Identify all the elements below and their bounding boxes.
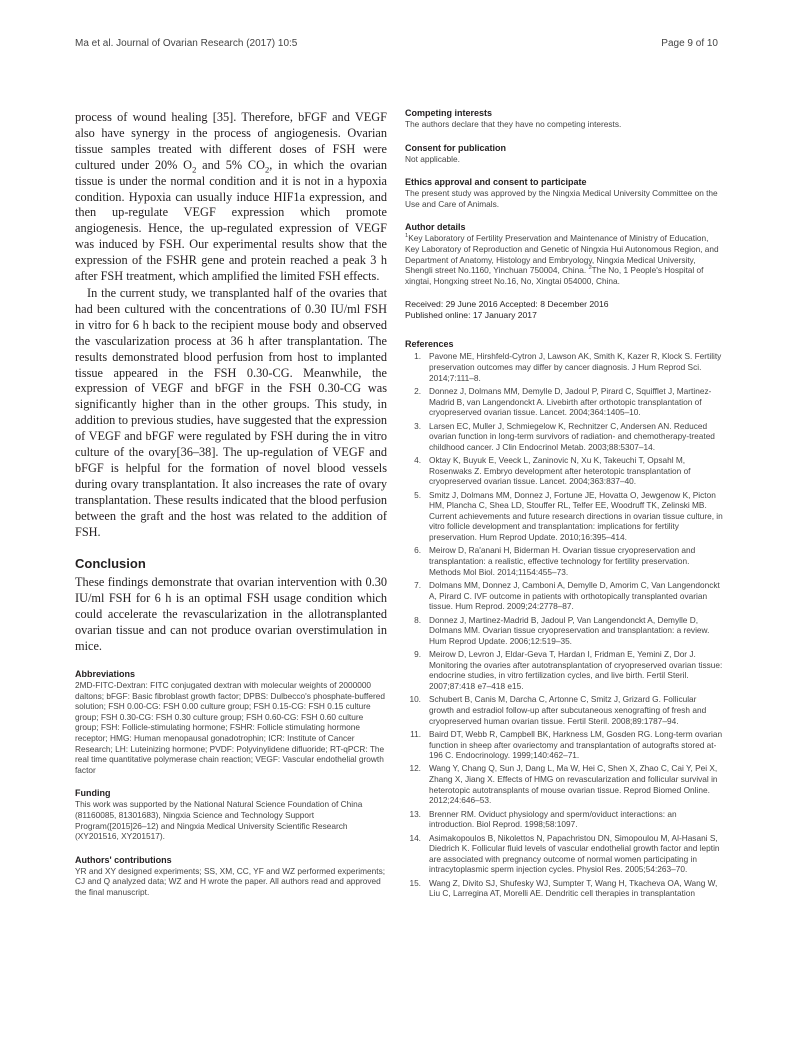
reference-text: Larsen EC, Muller J, Schmiegelow K, Rechnitzer C, Andersen AN. Reduced ovarian function in long-term survivors of radiation- and chemotherapy-treated childhood cancer. J Clin Endocrinol Metab. 2003;88:5307–14.: [429, 420, 715, 452]
reference-text: Donnez J, Dolmans MM, Demylle D, Jadoul P, Pirard C, Squifflet J, Martinez-Madrid B, van Langendonckt A. Livebirth after orthotopic transplantation of cryopreserved ovarian tissue. Lancet. 2004;364:1405–10.: [429, 385, 712, 418]
reference-number: 8.: [414, 614, 421, 625]
reference-item: [405, 729, 723, 761]
reference-item: [405, 386, 723, 418]
published-date: Published online: 17 January 2017: [405, 310, 537, 321]
discussion-paragraph-1: process of wound healing [35]. Therefore, bFGF and VEGF also have synergy in the process of angiogenesis. Ovarian tissue samples treated with different doses of FSH were cultured under 20% $O_2$ and 5% $CO_2$, in which the ovarian tissue is under the normal condition and it is not in a hypoxia condition. Hypoxia can usually induce HIF1a expression, and then up-regulate VEGF expression which promote angiogenesis. Hence, the up-regulated expression of VEGF was induced by FSH. Our experimental results show that the expression of the FSHR gene and protein reached a peak 3 h after FSH treatment, which amplified the limited FSH effects.: [75, 110, 388, 284]
competing-interests-heading: Competing interests: [405, 108, 493, 118]
reference-number: 9.: [414, 649, 421, 660]
reference-number: 6.: [414, 545, 421, 556]
reference-number: 1.: [414, 351, 421, 362]
reference-item: [405, 580, 723, 612]
author-details-section: [405, 222, 723, 286]
received-accepted-dates: Received: 29 June 2016 Accepted: 8 December 2016: [405, 299, 609, 310]
references-heading: References: [405, 339, 454, 350]
reference-item: [405, 421, 723, 453]
references-section: [405, 339, 723, 899]
page-number: Page 9 of 10: [661, 38, 718, 49]
reference-item: [405, 490, 723, 543]
reference-text: Brenner RM. Oviduct physiology and sperm/oviduct interactions: an introduction. Biol Reprod. 1998;58:1097.: [429, 808, 677, 830]
reference-text: Wang Z, Divito SJ, Shufesky WJ, Sumpter T, Wang H, Tkacheva OA, Wang W, Liu C, Larregina AT, Morelli AE. Dendritic cell therapies in transplantation: [429, 877, 718, 899]
conclusion-heading: Conclusion: [75, 556, 146, 572]
reference-text: Baird DT, Webb R, Campbell BK, Harkness LM, Gosden RG. Long-term ovarian function in sheep after ovariectomy and transplantation of autografts stored at-196 C. Endocrinology. 1999;140:462–71.: [429, 728, 723, 761]
right-column: [405, 108, 723, 902]
author-details-text: $^1$Key Laboratory of Fertility Preservation and Maintenance of Ministry of Education, Key Laboratory of Reproduction and Genetic of Ningxia Hui Autonomous Region, and Department of Anatomy, Histology and Embryology, Ningxia Medical University, Shengli street No.1160, Yinchuan 750004, China. $^2$The No, 1 People's Hospital of xingtai, Hongxing street No.16, No, Xingtai 054000, China.: [405, 233, 719, 286]
conclusion-paragraph: These findings demonstrate that ovarian intervention with 0.30 IU/ml FSH for 6 h is an optimal FSH usage condition which could accelerate the revascularization in the allotransplanted ovarian tissue and can not produce ovarian overstimulation in mice.: [75, 575, 387, 654]
reference-number: 5.: [414, 489, 421, 500]
ethics-text: The present study was approved by the Ningxia Medical University Committee on the Use and Care of Animals.: [405, 188, 718, 209]
abbreviations-section: [75, 669, 387, 775]
reference-text: Pavone ME, Hirshfeld-Cytron J, Lawson AK, Smith K, Kazer R, Klock S. Fertility preservation outcomes may differ by cancer diagnosis. J Hum Reprod Sci. 2014;7:111–8.: [429, 351, 722, 383]
funding-section: [75, 788, 387, 841]
reference-text: Meirow D, Ra'anani H, Biderman H. Ovarian tissue cryopreservation and transplantation: a realistic, effective technology for fertility preservation. Methods Mol Biol. 2014;1154:455–73.: [429, 545, 696, 577]
reference-number: 2.: [414, 385, 421, 396]
reference-number: 14.: [409, 832, 421, 843]
competing-interests-text: The authors declare that they have no competing interests.: [405, 119, 622, 129]
references-list: [405, 351, 723, 899]
reference-item: [405, 545, 723, 577]
discussion-paragraph-2: In the current study, we transplanted half of the ovaries that had been cultured with the concentrations of 0.30 IU/ml FSH in vitro for 6 h back to the recipient mouse body and observed the vascularization process at 36 h after transplantation. The results demonstrated blood perfusion from host to implanted tissue appeared in the FSH 0.30-CG. Meanwhile, the expression of VEGF and bFGF in the FSH 0.30-CG was significantly higher than in the other groups. This study, in addition to previous studies, have suggested that the expression of VEGF and bFGF were regulated by FSH during the in vitro culture of the ovary[36–38]. The up-regulation of VEGF and bFGF is helpful for the formation of novel blood vessels during ovary transplantation. It also increases the rate of ovary transplantation. These results indicated that the blood perfusion between the graft and the host was related to the addition of FSH.: [75, 285, 387, 539]
left-column: [75, 110, 387, 911]
consent-heading: Consent for publication: [405, 142, 506, 153]
reference-item: [405, 455, 723, 487]
abbreviations-heading: Abbreviations: [75, 669, 136, 679]
reference-number: 4.: [414, 455, 421, 466]
reference-item: [405, 833, 723, 875]
reference-number: 11.: [410, 728, 421, 739]
funding-text: This work was supported by the National Natural Science Foundation of China (81160085, 81301683), Ningxia Science and Technology Support Program([2015]26–12) and Ningxia Medical University Scientific Research (XY201516, XY201517).: [75, 799, 363, 842]
reference-text: Asimakopoulos B, Nikolettos N, Papachristou DN, Simopoulou M, Al-Hasani S, Diedrich K. Follicular fluid levels of vascular endothelial growth factor and leptin are associated with pregnancy outcome of normal women participating in intracytoplasmic sperm injection cycles. Physiol Res. 2005;54:263–70.: [429, 832, 720, 875]
reference-item: [405, 351, 723, 383]
page-header: [75, 38, 718, 52]
reference-number: 13.: [409, 808, 421, 819]
reference-text: Dolmans MM, Donnez J, Camboni A, Demylle D, Amorim C, Van Langendonckt A, Pirard C. IVF outcome in patients with orthotopically transplanted ovarian tissue. Hum Reprod. 2009;24:2778–87.: [429, 580, 720, 612]
reference-number: 7.: [414, 580, 421, 590]
authors-contributions-heading: Authors' contributions: [75, 854, 172, 865]
publication-dates: [405, 299, 723, 321]
reference-number: 15.: [409, 877, 421, 888]
reference-number: 10.: [409, 694, 421, 705]
consent-text: Not applicable.: [405, 153, 460, 164]
reference-text: Wang Y, Chang Q, Sun J, Dang L, Ma W, Hei C, Shen X, Zhao C, Cai Y, Pei X, Zhang X, Jiang X. Effects of HMG on revascularization and follicular survival in heterotopic autotransplants of mouse ovarian tissue. Reprod Biomed Online. 2012;24:646–53.: [429, 763, 718, 806]
reference-text: Smitz J, Dolmans MM, Donnez J, Fortune JE, Hovatta O, Jewgenow K, Picton HM, Plancha C, Shea LD, Stouffer RL, Telfer EE, Woodruff TK, Zelinski MB. Current achievements and future research directions in ovarian tissue culture, in vitro follicle development and transplantation: implications for fertility preservation. Hum Reprod Update. 2010;16:395–414.: [429, 489, 723, 543]
reference-item: [405, 809, 723, 830]
reference-number: 12.: [409, 763, 421, 774]
reference-number: 3.: [414, 420, 421, 431]
reference-text: Oktay K, Buyuk E, Veeck L, Zaninovic N, Xu K, Takeuchi T, Opsahl M, Rosenwaks Z. Embryo development after heterotopic transplantation of cryopreserved ovarian tissue. Lancet. 2004;363:837–40.: [429, 455, 691, 487]
ethics-heading: Ethics approval and consent to participate: [405, 177, 587, 188]
authors-contributions-section: [75, 855, 387, 898]
journal-citation: Ma et al. Journal of Ovarian Research (2017) 10:5: [75, 38, 298, 49]
ethics-section: [405, 177, 723, 209]
authors-contributions-text: YR and XY designed experiments; SS, XM, CC, YF and WZ performed experiments; CJ and Q analyzed data; WZ and H wrote the paper. All authors read and approved the final manuscript.: [75, 865, 386, 897]
reference-item: [405, 615, 723, 647]
competing-interests-section: [405, 108, 723, 130]
author-details-heading: Author details: [405, 222, 466, 233]
abbreviations-text: 2MD-FITC-Dextran: FITC conjugated dextran with molecular weights of 2000000 daltons; bFGF: Basic fibroblast growth factor; DPBS: Dulbecco's phosphate-buffered solution; FSH 0.00-CG: FSH 0.00 culture group; FSH 0.15-CG: FSH 0.15 culture group; FSH 0.30-CG: FSH 0.30 culture group; FSH 0.60-CG: FSH 0.60 culture group; FSH: Follicle-stimulating hormone; FSHR: Follicle stimulating hormone receptor; HMG: Human menopausal gonadotrophin; ICR: Institute of Cancer Research; LH: Luteinizing hormone; PVDF: Polyvinylidene difluoride; RT-qPCR: The real time quantitative polymerase chain reaction; VEGF: Vascular endothelial growth factor: [75, 680, 385, 775]
reference-text: Schubert B, Canis M, Darcha C, Artonne C, Smitz J, Grizard G. Follicular growth and estradiol follow-up after subcutaneous xenografting of fresh and cryopreserved human ovarian tissue. Fertil Steril. 2008;89:1787–94.: [429, 694, 707, 726]
consent-section: [405, 143, 723, 165]
reference-item: [405, 694, 723, 726]
reference-item: [405, 763, 723, 805]
reference-item: [405, 878, 723, 899]
reference-text: Donnez J, Martinez-Madrid B, Jadoul P, Van Langendonckt A, Demylle D, Dolmans MM. Ovarian tissue cryopreservation and transplantation: a review. Hum Reprod Update. 2006;12:519–35.: [429, 614, 710, 646]
reference-item: [405, 649, 723, 691]
funding-heading: Funding: [75, 788, 111, 799]
reference-text: Meirow D, Levron J, Eldar-Geva T, Hardan I, Fridman E, Yemini Z, Dor J. Monitoring the ovaries after autotransplantation of cryopreserved ovarian tissue: endocrine studies, in vitro fertilization cycles, and live birth. Fertil Steril. 2007;87:418 e7–418 e15.: [429, 649, 723, 691]
